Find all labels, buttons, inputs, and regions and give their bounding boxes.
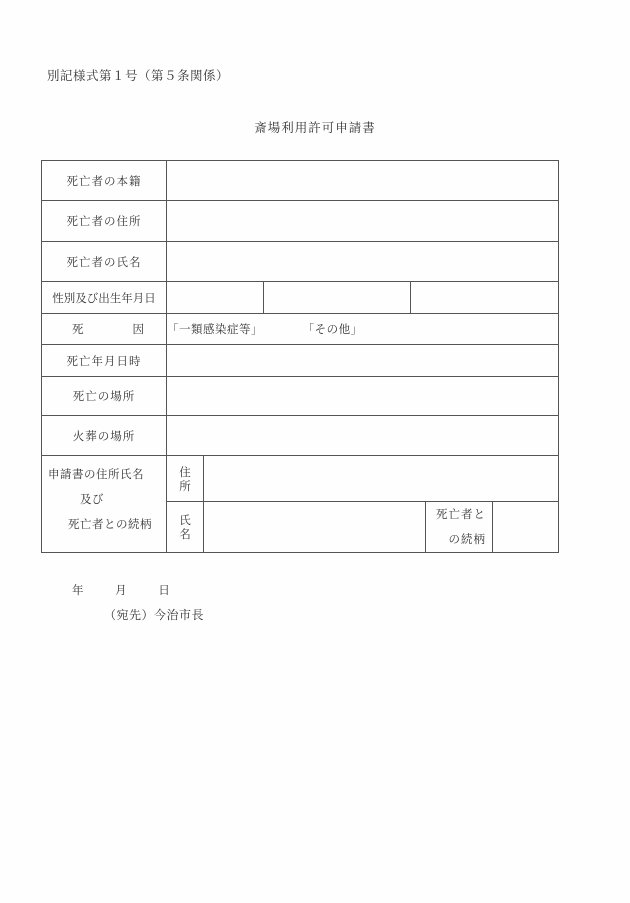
row-applicant-address <box>42 456 559 502</box>
date-year: 年 <box>72 583 84 597</box>
label-deceased-address: 死亡者の住所 <box>42 201 167 242</box>
label-place-of-death: 死亡の場所 <box>42 377 167 416</box>
label-cause-of-death <box>42 314 167 345</box>
label-registered-domicile: 死亡者の本籍 <box>42 161 167 201</box>
addressee: （宛先）今治市長 <box>104 608 205 622</box>
label-cremation-place: 火葬の場所 <box>42 416 167 456</box>
field-birthdate[interactable] <box>264 282 411 314</box>
field-age[interactable] <box>411 282 559 314</box>
row-place-of-death <box>42 377 559 416</box>
row-cause-of-death <box>42 314 559 345</box>
field-deceased-address[interactable] <box>167 201 559 242</box>
field-applicant-name[interactable] <box>204 502 426 553</box>
row-cremation-place <box>42 416 559 456</box>
label-cause-char-2: 因 <box>132 322 144 336</box>
page-title: 斎場利用許可申請書 <box>254 120 376 135</box>
label-applicant <box>42 456 167 553</box>
option-other[interactable]: 「その他」 <box>302 322 363 336</box>
application-form-table <box>41 160 559 553</box>
date-month: 月 <box>115 583 127 597</box>
form-caption: 別記様式第１号（第５条関係） <box>47 68 230 83</box>
label-death-datetime: 死亡年月日時 <box>42 345 167 377</box>
applicant-label-line-3: 死亡者との続柄 <box>68 517 152 531</box>
field-registered-domicile[interactable] <box>167 161 559 201</box>
applicant-label-line-2: 及び <box>80 492 104 506</box>
field-death-datetime[interactable] <box>167 345 559 377</box>
date-day: 日 <box>158 583 170 597</box>
row-sex-birthdate <box>42 282 559 314</box>
row-deceased-name <box>42 242 559 282</box>
label-deceased-name: 死亡者の氏名 <box>42 242 167 282</box>
field-place-of-death[interactable] <box>167 377 559 416</box>
row-registered-domicile <box>42 161 559 201</box>
field-applicant-address[interactable] <box>204 456 559 502</box>
field-deceased-name[interactable] <box>167 242 559 282</box>
label-sex-birthdate: 性別及び出生年月日 <box>42 282 167 314</box>
option-class1-infectious[interactable]: 「一類感染症等」 <box>167 322 263 336</box>
row-deceased-address <box>42 201 559 242</box>
label-applicant-name: 氏 名 <box>167 502 204 553</box>
field-sex[interactable] <box>167 282 264 314</box>
label-cause-char-1: 死 <box>72 322 84 336</box>
field-cause-of-death <box>167 314 559 345</box>
label-relationship: 死亡者と の続柄 <box>426 502 493 553</box>
field-relationship[interactable] <box>493 502 559 553</box>
field-cremation-place[interactable] <box>167 416 559 456</box>
applicant-label-line-1: 申請書の住所氏名 <box>48 467 144 481</box>
row-death-datetime <box>42 345 559 377</box>
date-line <box>72 582 198 598</box>
label-applicant-address: 住 所 <box>167 456 204 502</box>
